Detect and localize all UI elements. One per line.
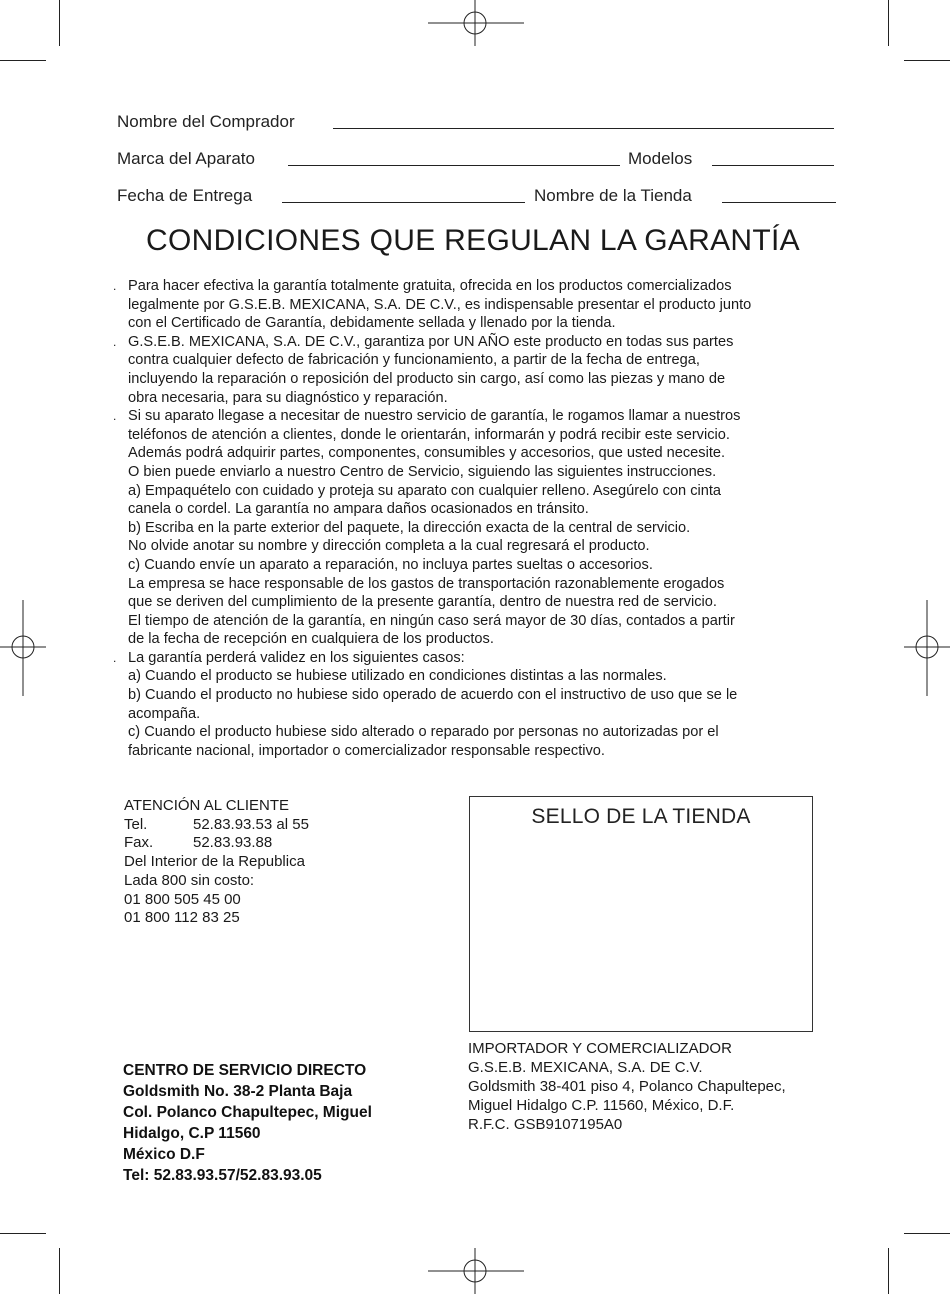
importer-line-5: R.F.C. GSB9107195A0 xyxy=(468,1116,623,1133)
registration-mark-top xyxy=(428,0,524,46)
fax-label: Fax. xyxy=(124,834,154,852)
condition-text: Además podrá adquirir partes, componentes, consumibles y accesorios, que usted necesite. xyxy=(128,445,726,462)
customer-service-block xyxy=(124,797,309,928)
condition-line xyxy=(128,667,840,686)
condition-line xyxy=(113,277,840,296)
condition-text: No olvide anotar su nombre y dirección completa a la cual regresará el producto. xyxy=(128,538,650,555)
conditions-text xyxy=(113,277,840,760)
tienda-label: Nombre de la Tienda xyxy=(534,186,692,205)
condition-text: con el Certificado de Garantía, debidamente sellada y llenado por la tienda. xyxy=(128,315,616,332)
comprador-label: Nombre del Comprador xyxy=(117,112,295,131)
service-line-1: CENTRO DE SERVICIO DIRECTO xyxy=(123,1062,367,1079)
condition-text: O bien puede enviarlo a nuestro Centro de Servicio, siguiendo las siguientes instrucciones. xyxy=(128,463,717,480)
condition-line xyxy=(128,575,840,594)
condition-line xyxy=(128,537,840,556)
crop-mark xyxy=(59,0,60,46)
modelos-line[interactable] xyxy=(712,165,834,166)
lada-text: Lada 800 sin costo: xyxy=(124,871,255,889)
fax-value: 52.83.93.88 xyxy=(193,834,273,852)
condition-line xyxy=(128,630,840,649)
tienda-line[interactable] xyxy=(722,202,836,203)
comprador-line[interactable] xyxy=(333,128,834,129)
condition-line xyxy=(113,649,840,668)
marca-label: Marca del Aparato xyxy=(117,149,255,168)
importer-block xyxy=(468,1039,786,1134)
condition-line xyxy=(128,389,840,408)
condition-line xyxy=(128,463,840,482)
fecha-line[interactable] xyxy=(282,202,525,203)
condition-line xyxy=(128,686,840,705)
condition-line xyxy=(128,705,840,724)
fax-row xyxy=(124,834,309,853)
registration-mark-right xyxy=(904,600,950,696)
condition-line xyxy=(113,407,840,426)
service-line-3: Col. Polanco Chapultepec, Miguel xyxy=(123,1104,372,1121)
bullet-dot: . xyxy=(113,279,117,293)
condition-line xyxy=(128,519,840,538)
condition-text: obra necesaria, para su diagnóstico y reparación. xyxy=(128,389,448,406)
condition-line xyxy=(128,444,840,463)
condition-line xyxy=(113,333,840,352)
tel-label: Tel. xyxy=(124,815,148,833)
bullet-dot: . xyxy=(113,334,117,349)
phone-2: 01 800 112 83 25 xyxy=(124,909,240,927)
condition-line xyxy=(128,482,840,501)
condition-text: a) Empaquételo con cuidado y proteja su aparato con cualquier relleno. Asegúrelo con cinta xyxy=(128,482,722,499)
modelos-label: Modelos xyxy=(628,149,693,168)
condition-line xyxy=(128,351,840,370)
phone-1: 01 800 505 45 00 xyxy=(124,890,241,908)
condition-text: Para hacer efectiva la garantía totalmente gratuita, ofrecida en los productos comercializados xyxy=(128,278,732,294)
bullet-dot: . xyxy=(113,650,117,665)
importer-line-2: G.S.E.B. MEXICANA, S.A. DE C.V. xyxy=(468,1059,703,1076)
condition-text: contra cualquier defecto de fabricación y funcionamiento, a partir de la fecha de entrega, xyxy=(128,352,700,369)
condition-text: acompaña. xyxy=(128,705,201,722)
condition-text: fabricante nacional, importador o comercializador responsable respectivo. xyxy=(128,742,605,759)
crop-mark xyxy=(59,1248,60,1294)
bullet-dot: . xyxy=(113,409,117,424)
importer-line-3: Goldsmith 38-401 piso 4, Polanco Chapultepec, xyxy=(468,1078,786,1095)
condition-line xyxy=(128,593,840,612)
stamp-title: SELLO DE LA TIENDA xyxy=(531,805,751,828)
condition-text: b) Escriba en la parte exterior del paquete, la dirección exacta de la central de servicio. xyxy=(128,519,691,536)
condition-text: a) Cuando el producto se hubiese utilizado en condiciones distintas a las normales. xyxy=(128,668,667,685)
contact-heading: ATENCIÓN AL CLIENTE xyxy=(124,797,290,814)
condition-text: c) Cuando envíe un aparato a reparación, no incluya partes sueltas o accesorios. xyxy=(128,556,653,573)
importer-line-4: Miguel Hidalgo C.P. 11560, México, D.F. xyxy=(468,1097,735,1114)
crop-mark xyxy=(904,60,950,61)
interior-text: Del Interior de la Republica xyxy=(124,853,305,871)
condition-text: G.S.E.B. MEXICANA, S.A. DE C.V., garantiza por UN AÑO este producto en todas sus partes xyxy=(128,333,734,350)
condition-text: Si su aparato llegase a necesitar de nuestro servicio de garantía, le rogamos llamar a nuestros xyxy=(128,408,741,425)
condition-line xyxy=(128,723,840,742)
condition-line xyxy=(128,556,840,575)
condition-text: de la fecha de recepción en cualquiera de los productos. xyxy=(128,631,494,648)
condition-text: que se deriven del cumplimiento de la presente garantía, dentro de nuestra red de servicio. xyxy=(128,594,717,611)
condition-text: teléfonos de atención a clientes, donde le orientarán, informarán y podrá recibir este servicio. xyxy=(128,426,730,443)
condition-line xyxy=(128,426,840,445)
registration-mark-bottom xyxy=(428,1248,524,1294)
service-line-5: México D.F xyxy=(123,1146,205,1163)
page-title: CONDICIONES QUE REGULAN LA GARANTÍA xyxy=(146,224,800,257)
condition-line xyxy=(128,500,840,519)
condition-text: incluyendo la reparación o reposición del producto sin cargo, así como las piezas y mano de xyxy=(128,370,726,387)
condition-text: La garantía perderá validez en los siguientes casos: xyxy=(128,649,465,666)
crop-mark xyxy=(904,1233,950,1234)
crop-mark xyxy=(0,60,46,61)
condition-line xyxy=(128,370,840,389)
condition-text: canela o cordel. La garantía no ampara daños ocasionados en tránsito. xyxy=(128,501,589,518)
service-line-4: Hidalgo, C.P 11560 xyxy=(123,1125,261,1142)
condition-text: El tiempo de atención de la garantía, en ningún caso será mayor de 30 días, contados a partir xyxy=(128,612,735,629)
condition-text: c) Cuando el producto hubiese sido alterado o reparado por personas no autorizadas por el xyxy=(128,724,719,741)
condition-text: legalmente por G.S.E.B. MEXICANA, S.A. DE C.V., es indispensable presentar el producto junto xyxy=(128,296,752,313)
registration-mark-left xyxy=(0,600,46,696)
condition-line xyxy=(128,612,840,631)
tel-row xyxy=(124,816,309,835)
condition-line xyxy=(128,314,840,333)
store-stamp-box xyxy=(469,796,813,1032)
fecha-label: Fecha de Entrega xyxy=(117,186,253,205)
condition-line xyxy=(128,742,840,761)
tel-value: 52.83.93.53 al 55 xyxy=(193,815,309,833)
service-center-block xyxy=(123,1060,372,1186)
condition-text: La empresa se hace responsable de los gastos de transportación razonablemente erogados xyxy=(128,575,725,592)
condition-text: b) Cuando el producto no hubiese sido operado de acuerdo con el instructivo de uso que se le xyxy=(128,687,738,704)
marca-line[interactable] xyxy=(288,165,620,166)
condition-line xyxy=(128,296,840,315)
importer-line-1: IMPORTADOR Y COMERCIALIZADOR xyxy=(468,1040,732,1057)
service-line-2: Goldsmith No. 38-2 Planta Baja xyxy=(123,1083,353,1100)
crop-mark xyxy=(888,1248,889,1294)
crop-mark xyxy=(0,1233,46,1234)
crop-mark xyxy=(888,0,889,46)
service-line-6: Tel: 52.83.93.57/52.83.93.05 xyxy=(123,1167,322,1184)
